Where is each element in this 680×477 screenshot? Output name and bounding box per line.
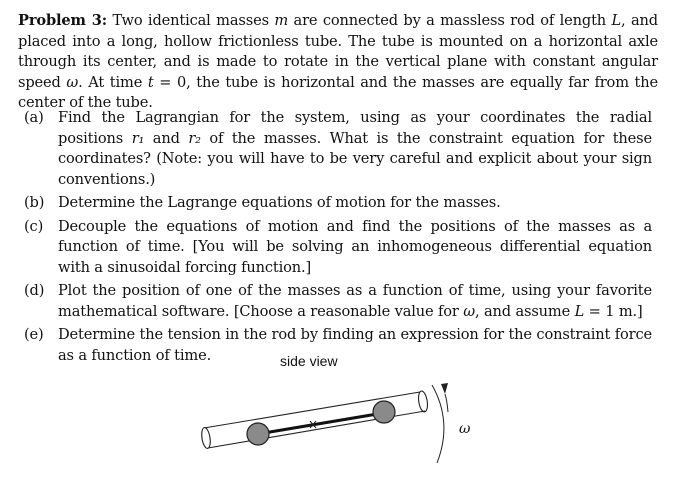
r2-symbol: r₂ (188, 129, 201, 147)
time-symbol: t (147, 73, 154, 91)
part-a-label: (a) (24, 109, 44, 126)
part-d-length-symbol: L (574, 302, 585, 320)
part-d-text-2: , and assume (474, 302, 575, 320)
part-a-text-2: and (144, 129, 189, 147)
mass-symbol: m (274, 12, 289, 29)
part-b-text: Determine the Lagrange equations of motion for the masses. (58, 194, 501, 211)
part-c-label: (c) (24, 217, 44, 235)
tube-right-cap (417, 390, 429, 412)
part-c-text: Decouple the equations of motion and find the positions of the masses as a function of time. [You will be solving an inhomogeneous differential equation with a sinusoidal forcing function.] (58, 217, 652, 276)
intro-text-5: = 0, the tube is horizontal and the masses are equally far from the center of the tube. (18, 73, 658, 111)
rotation-arrow-icon (441, 383, 448, 394)
rotation-axis-arc (432, 385, 444, 463)
part-e-label: (e) (24, 326, 44, 343)
problem-intro (18, 11, 658, 114)
mass-left (247, 423, 269, 445)
intro-text-4: . At time (78, 73, 148, 91)
problem-parts-list (24, 108, 652, 369)
part-a-text-1: Find the Lagrangian for the system, using as your coordinates the radial positions (58, 109, 652, 147)
part-e (24, 325, 652, 366)
intro-text-1: Two identical masses (112, 12, 275, 29)
part-c (24, 217, 652, 279)
intro-text-3: , and placed into a long, hollow frictionless tube. The tube is mounted on a horizontal axle through its center, and is made to rotate in the vertical plane with constant angular speed (18, 12, 658, 91)
part-d-text-1: Plot the position of one of the masses as a function of time, using your favorite mathematical software. [Choose a reasonable value for (58, 282, 652, 320)
rotation-arrow-shaft (445, 394, 448, 412)
tube-left-cap (200, 427, 211, 449)
part-b (24, 193, 652, 214)
length-symbol: L (611, 12, 622, 29)
part-d-label: (d) (24, 282, 45, 299)
part-d-omega-symbol: ω (463, 302, 475, 320)
part-a (24, 108, 652, 190)
side-view-caption: side view (280, 353, 338, 369)
part-b-label: (b) (24, 194, 45, 211)
r1-symbol: r₁ (131, 129, 145, 147)
part-d-text-3: = 1 m.] (584, 302, 643, 320)
omega-symbol: ω (66, 73, 79, 91)
center-cross-icon (310, 421, 316, 428)
problem-heading: Problem 3: (18, 12, 107, 29)
mass-right (373, 401, 395, 423)
tube-outline (204, 392, 425, 448)
intro-text-2: are connected by a massless rod of length (288, 12, 612, 29)
omega-label: ω (459, 421, 471, 437)
part-d (24, 281, 652, 322)
part-a-text-3: of the masses. What is the constraint equation for these coordinates? (Note: you will have to be very careful and explicit about your sign conventions.) (58, 129, 652, 188)
connecting-rod (258, 413, 383, 434)
part-e-text: Determine the tension in the rod by finding an expression for the constraint force as a function of time. (58, 326, 652, 364)
